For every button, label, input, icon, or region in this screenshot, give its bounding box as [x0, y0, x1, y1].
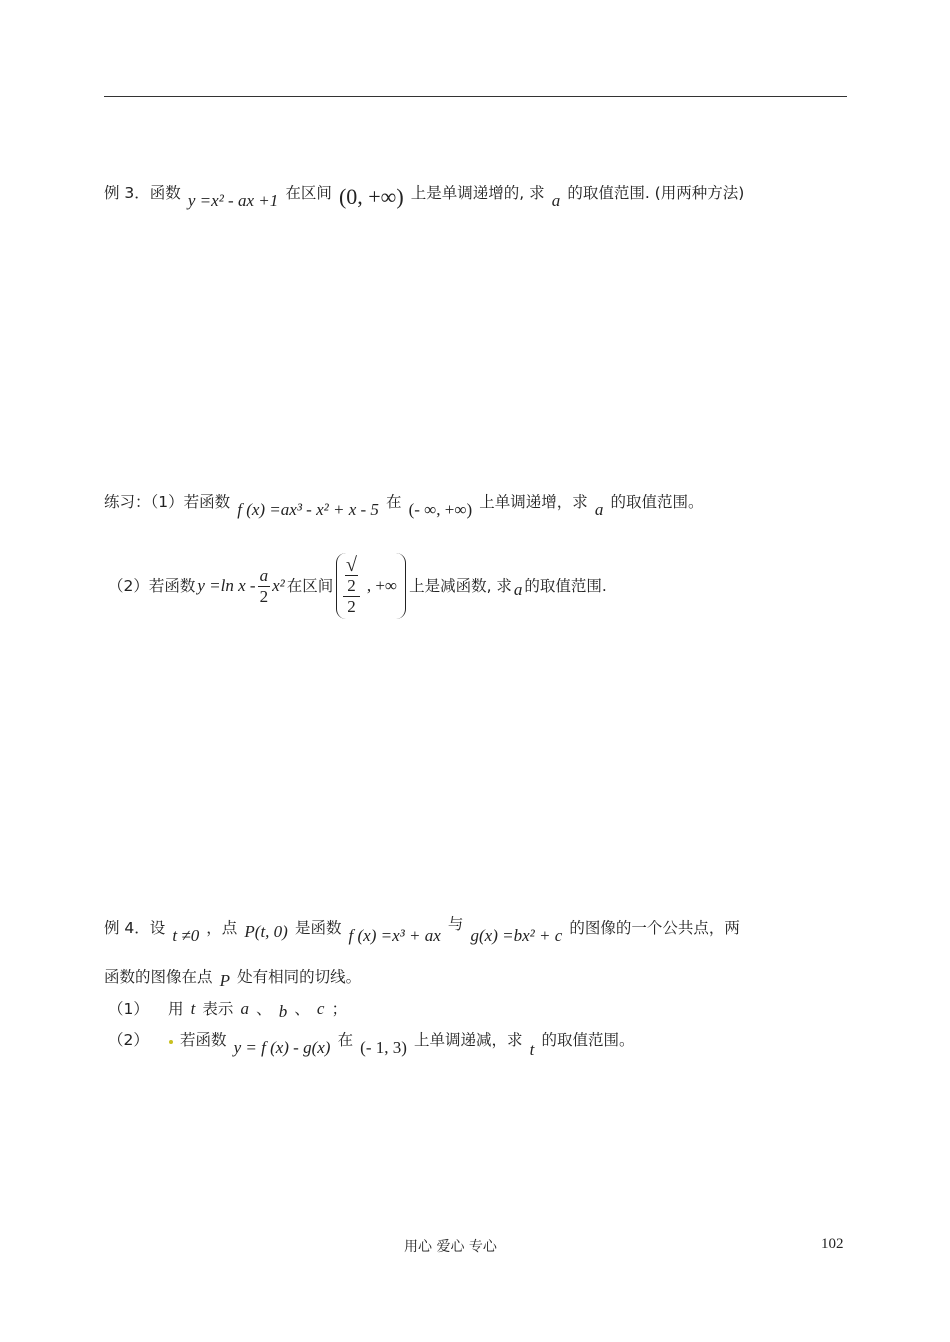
exercise2-frac-num: a — [259, 565, 269, 585]
q2-label: （2） — [108, 1031, 149, 1049]
exercise2-mid1: 在区间 — [286, 577, 334, 595]
exercise1-suffix: 的取值范围。 — [610, 493, 704, 511]
exercise2-int-tail: , +∞ — [366, 575, 398, 595]
q1-t: t — [190, 999, 196, 1018]
exercise1-mid2: 上单调递增，求 — [479, 493, 588, 511]
exercise1-mid1: 在 — [386, 493, 402, 511]
example4-line1 — [104, 915, 740, 945]
q1-sep2: 、 — [294, 1000, 310, 1018]
q2-interval: (- 1, 3) — [360, 1038, 407, 1057]
exercise2-line — [108, 556, 607, 616]
exercise1-interval: (- ∞, +∞) — [408, 500, 473, 519]
sqrt-symbol: √ — [346, 554, 357, 576]
example4-g-expr: g(x) =bx² + c — [470, 926, 563, 945]
example4-mid3: 与 — [447, 915, 464, 933]
example3-expr: y =x² - ax +1 — [187, 191, 279, 210]
exercise2-prefix: （2）若函数 — [108, 577, 196, 595]
q1-vc: c — [316, 999, 325, 1018]
exercise2-frac-den: 2 — [259, 586, 269, 606]
example4-line2-var: P — [219, 971, 230, 990]
example3-mid2: 上是单调递增的, 求 — [410, 184, 545, 202]
q1-sep1: 、 — [256, 1000, 272, 1018]
q1-va: a — [240, 999, 250, 1018]
q1-end: ； — [331, 1000, 348, 1018]
exercise2-fraction — [258, 566, 271, 607]
stray-mark — [169, 1040, 173, 1044]
q2-text-a: 若函数 — [179, 1031, 227, 1049]
example4-prefix: 例 4．设 — [104, 919, 166, 937]
example4-suffix: 的图像的一个公共点，两 — [569, 919, 740, 937]
example4-mid2: 是函数 — [294, 919, 342, 937]
example4-mid1: ，点 — [206, 919, 238, 937]
example4-f-expr: f (x) =x³ + ax — [348, 926, 441, 945]
exercise2-expr-a: y =ln x - — [197, 576, 256, 595]
exercise2-int-num — [343, 555, 360, 597]
exercise1-expr: f (x) =ax³ - x² + x - 5 — [237, 500, 379, 519]
exercise2-suffix: 的取值范围. — [524, 577, 607, 595]
example4-point: P(t, 0) — [244, 922, 288, 941]
example3-prefix: 例 3．函数 — [104, 184, 181, 202]
q2-mid2: 上单调递减，求 — [414, 1031, 523, 1049]
example3-suffix: 的取值范围. (用两种方法) — [567, 184, 745, 202]
exercise2-int-num-value: 2 — [347, 576, 356, 595]
exercise1-var: a — [594, 500, 604, 519]
exercise2-int-fraction — [343, 555, 360, 617]
exercise2-interval — [336, 553, 406, 619]
q2-mid1: 在 — [337, 1031, 354, 1049]
q2-expr: y = f (x) - g(x) — [233, 1038, 331, 1057]
q1-text-b: 表示 — [202, 1000, 234, 1018]
q2-var: t — [529, 1040, 535, 1059]
example4-line2-text: 函数的图像在点 — [104, 968, 213, 986]
example3-line — [104, 180, 745, 210]
example4-q1 — [108, 998, 347, 1020]
example4-cond: t ≠0 — [172, 926, 200, 945]
exercise2-expr-b: x² — [272, 576, 285, 595]
example3-var: a — [551, 191, 561, 210]
example4-line2-suffix: 处有相同的切线。 — [237, 968, 362, 986]
example4-line2 — [104, 966, 361, 988]
exercise1-prefix: 练习：（1）若函数 — [104, 493, 231, 511]
example3-mid1: 在区间 — [285, 184, 332, 202]
example3-interval: (0, +∞) — [338, 184, 404, 209]
q1-vb: b — [278, 1002, 288, 1021]
footer-center: 用心 爱心 专心 — [404, 1239, 497, 1255]
exercise2-var: a — [513, 580, 523, 599]
page-number: 102 — [821, 1236, 844, 1252]
example4-q2 — [108, 1029, 635, 1059]
exercise1-line — [104, 491, 704, 519]
header-rule — [104, 96, 847, 97]
q1-text-a: 用 — [167, 1000, 184, 1018]
q1-label: （1） — [108, 1000, 149, 1018]
exercise2-int-den: 2 — [347, 597, 356, 616]
q2-suffix: 的取值范围。 — [541, 1031, 635, 1049]
exercise2-mid2: 上是减函数, 求 — [409, 577, 512, 595]
